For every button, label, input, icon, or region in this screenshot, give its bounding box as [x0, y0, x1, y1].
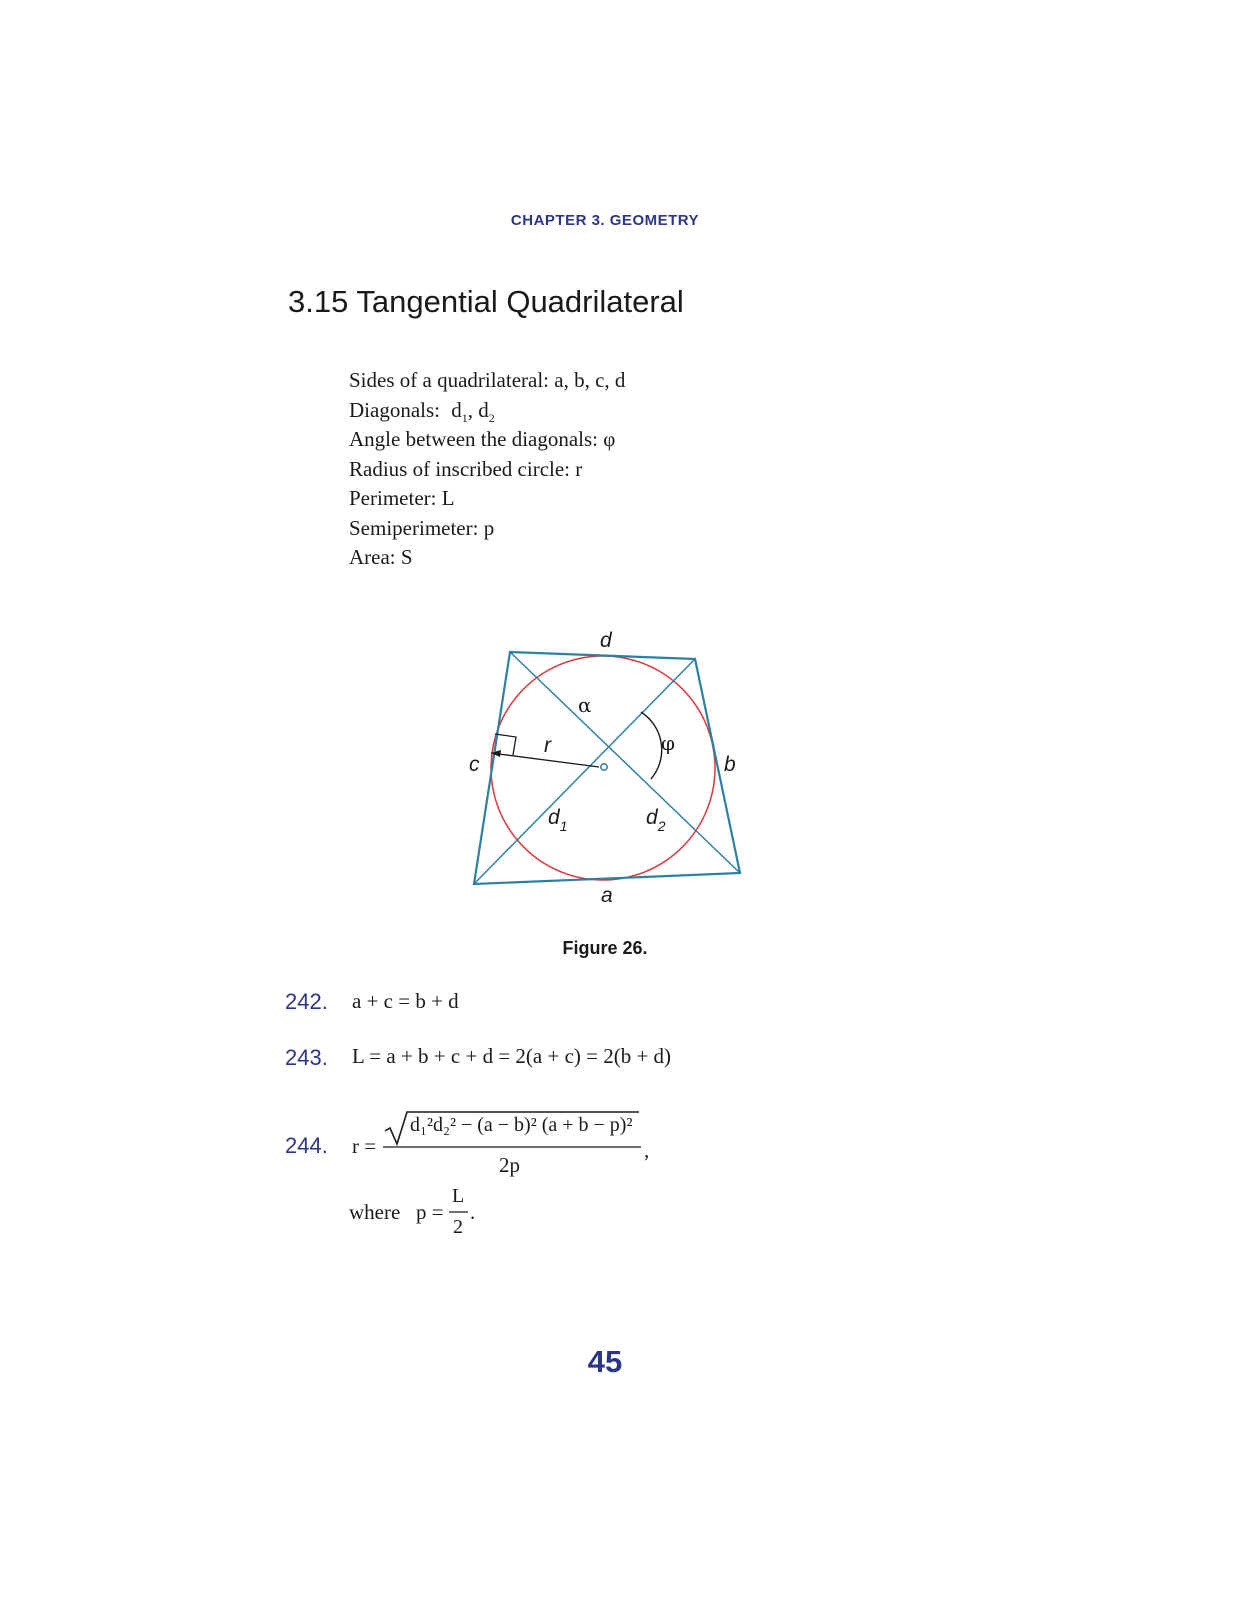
where-fraction-bar	[449, 1210, 469, 1214]
label-side-b: b	[724, 753, 736, 776]
formula-243: L = a + b + c + d = 2(a + c) = 2(b + d)	[352, 1044, 672, 1068]
where-numerator: L	[452, 1185, 465, 1207]
where-period: .	[470, 1200, 476, 1224]
circle-center-point	[601, 764, 607, 770]
section-title: 3.15 Tangential Quadrilateral	[288, 284, 684, 319]
definitions-list	[349, 366, 625, 573]
figure-caption: Figure 26.	[562, 938, 648, 958]
formula-number-243: 243.	[285, 1045, 328, 1070]
label-side-a: a	[601, 884, 613, 907]
chapter-header: CHAPTER 3. GEOMETRY	[510, 212, 700, 229]
definition-angle: Angle between the diagonals: φ	[349, 427, 616, 451]
diagonals-comma: ,	[467, 397, 473, 422]
label-side-d: d	[600, 629, 612, 652]
label-diagonal-d1: $d_1$	[548, 806, 568, 834]
formula-242: a + c = b + d	[352, 989, 459, 1013]
label-radius-r: r	[544, 734, 551, 757]
definition-perimeter: Perimeter: L	[349, 486, 455, 510]
formula-number-244: 244.	[285, 1133, 328, 1158]
label-side-c: c	[469, 753, 480, 776]
formula-244-numerator: d₁²d₂² − (a − b)² (a + b − p)²	[410, 1114, 633, 1136]
page-number: 45	[587, 1344, 623, 1379]
label-angle-alpha: α	[578, 693, 592, 717]
definition-diagonals	[349, 396, 625, 426]
formula-244-comma: ,	[644, 1138, 650, 1162]
angle-phi-arc	[641, 712, 662, 779]
where-lhs: p =	[416, 1200, 444, 1224]
diagonal-d2: $d_2$	[478, 397, 495, 425]
label-diagonal-d2: $d_2$	[646, 806, 666, 834]
formula-number-242: 242.	[285, 989, 328, 1014]
where-label: where	[349, 1200, 401, 1224]
diagonal-line-d2	[510, 652, 740, 873]
definition-area: Area: S	[349, 545, 413, 569]
formula-244-denominator: 2p	[499, 1153, 520, 1177]
definition-semiperimeter: Semiperimeter: p	[349, 515, 495, 540]
diagonals-label: Diagonals:	[349, 397, 440, 422]
label-angle-phi: φ	[661, 731, 676, 755]
tangential-quadrilateral-figure	[460, 622, 760, 912]
formula-244-lhs: r =	[352, 1134, 377, 1158]
definition-radius: Radius of inscribed circle: r	[349, 456, 583, 481]
where-denominator: 2	[453, 1216, 463, 1238]
diagonal-d1: $d_1$	[451, 397, 468, 425]
definition-sides: Sides of a quadrilateral: a, b, c, d	[349, 368, 626, 392]
